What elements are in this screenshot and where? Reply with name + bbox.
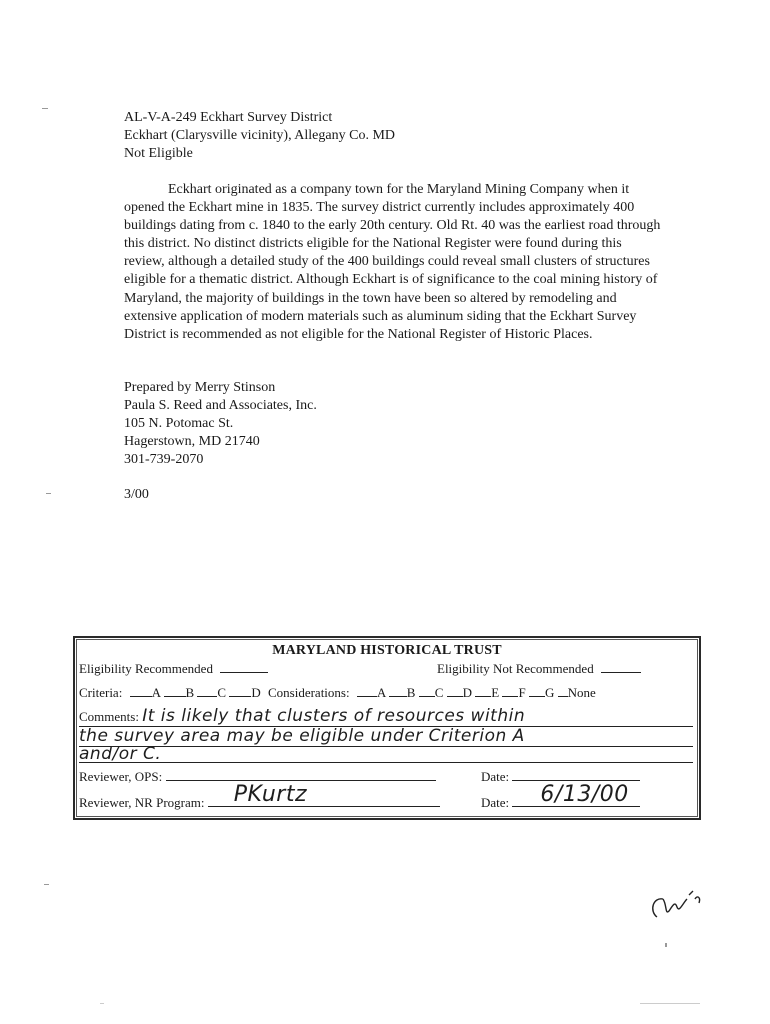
date-label: Date: xyxy=(481,769,510,784)
firm-name-line: Paula S. Reed and Associates, Inc. xyxy=(124,398,317,413)
prepared-by-block xyxy=(124,379,317,469)
considerations-option: E xyxy=(491,685,500,700)
reviewer-nr-label: Reviewer, NR Program: xyxy=(79,795,205,810)
reviewer-nr-date: 6/13/00 xyxy=(540,782,629,807)
considerations-blank[interactable] xyxy=(389,684,407,697)
document-date: 3/00 xyxy=(124,487,149,502)
criteria-blank[interactable] xyxy=(164,684,186,697)
considerations-blank[interactable] xyxy=(447,684,463,697)
considerations-blank[interactable] xyxy=(419,684,435,697)
considerations-blank[interactable] xyxy=(558,684,568,697)
reviewer-nr-signature-blank[interactable] xyxy=(208,782,440,807)
reviewer-ops-signature-blank[interactable] xyxy=(166,768,436,781)
eligibility-recommended-blank[interactable] xyxy=(220,660,268,673)
mht-review-form xyxy=(73,636,701,820)
comments-handwritten-line-2: the survey area may be eligible under Criterion A xyxy=(79,726,525,746)
criteria-option: A xyxy=(151,685,161,700)
considerations-option: B xyxy=(406,685,416,700)
comments-handwritten-line-3: and/or C. xyxy=(79,744,162,764)
location-line: Eckhart (Clarysville vicinity), Allegany Co. MD xyxy=(124,128,396,143)
eligibility-not-recommended-blank[interactable] xyxy=(601,660,641,673)
form-title: MARYLAND HISTORICAL TRUST xyxy=(272,643,502,658)
handwritten-initials-mark xyxy=(645,885,705,925)
eligibility-status: Not Eligible xyxy=(124,146,193,161)
criteria-label: Criteria: xyxy=(79,685,123,700)
criteria-option: C xyxy=(217,685,227,700)
criteria-option: B xyxy=(185,685,195,700)
eligibility-not-recommended-label: Eligibility Not Recommended xyxy=(437,661,594,676)
considerations-option: D xyxy=(462,685,472,700)
reviewer-nr-row xyxy=(79,782,440,811)
considerations-option: F xyxy=(518,685,526,700)
city-state-line: Hagerstown, MD 21740 xyxy=(124,434,260,449)
comments-handwritten-line-1: It is likely that clusters of resources within xyxy=(142,706,526,726)
reviewer-nr-date-blank[interactable] xyxy=(512,782,640,807)
date-label: Date: xyxy=(481,795,510,810)
comments-rule xyxy=(79,746,693,747)
reviewer-nr-signature: PKurtz xyxy=(233,782,307,807)
considerations-label: Considerations: xyxy=(267,685,350,700)
eligibility-recommended-label: Eligibility Recommended xyxy=(79,661,213,676)
considerations-option: A xyxy=(376,685,386,700)
reviewer-nr-date-row xyxy=(481,782,640,811)
considerations-option: None xyxy=(567,685,596,700)
criteria-option: D xyxy=(251,685,261,700)
comments-label: Comments: xyxy=(79,709,139,724)
considerations-option: G xyxy=(544,685,555,700)
considerations-blank[interactable] xyxy=(502,684,518,697)
criteria-blank[interactable] xyxy=(197,684,217,697)
document-header xyxy=(124,109,395,163)
criteria-blank[interactable] xyxy=(229,684,251,697)
considerations-blank[interactable] xyxy=(529,684,545,697)
street-address-line: 105 N. Potomac St. xyxy=(124,416,234,431)
criteria-blank[interactable] xyxy=(130,684,152,697)
comments-row-3 xyxy=(79,744,161,764)
phone-line: 301-739-2070 xyxy=(124,452,204,467)
comments-row-1 xyxy=(79,706,525,726)
survey-id-line: AL-V-A-249 Eckhart Survey District xyxy=(124,110,333,125)
reviewer-ops-date-blank[interactable] xyxy=(512,768,640,781)
considerations-option: C xyxy=(434,685,444,700)
criteria-row xyxy=(79,684,596,701)
considerations-blank[interactable] xyxy=(475,684,491,697)
reviewer-ops-label: Reviewer, OPS: xyxy=(79,769,163,784)
comments-row-2 xyxy=(79,726,525,746)
prepared-by-line: Prepared by Merry Stinson xyxy=(124,380,276,395)
comments-rule xyxy=(79,762,693,763)
body-paragraph: Eckhart originated as a company town for the Maryland Mining Company when it opened the Eckhart mine in 1835. The survey district currently includes approximately 400 buildings dating from c. 1840 to the early 20th century. Old Rt. 40 was the earliest road through this district. No distinct districts eligible for the National Register were found during this review, although a detailed study of the 400 buildings could reveal small clusters of structures eligible for a thematic district. Although Eckhart is of significance to the coal mining history of Maryland, the majority of buildings in the town have been so altered by remodeling and extensive application of modern materials such as aluminum siding that the Eckhart Survey District is recommended as not eligible for the National Register of Historic Places. xyxy=(124,182,661,342)
eligibility-recommended-row xyxy=(79,660,268,677)
eligibility-not-recommended-row xyxy=(437,660,641,677)
considerations-blank[interactable] xyxy=(357,684,377,697)
